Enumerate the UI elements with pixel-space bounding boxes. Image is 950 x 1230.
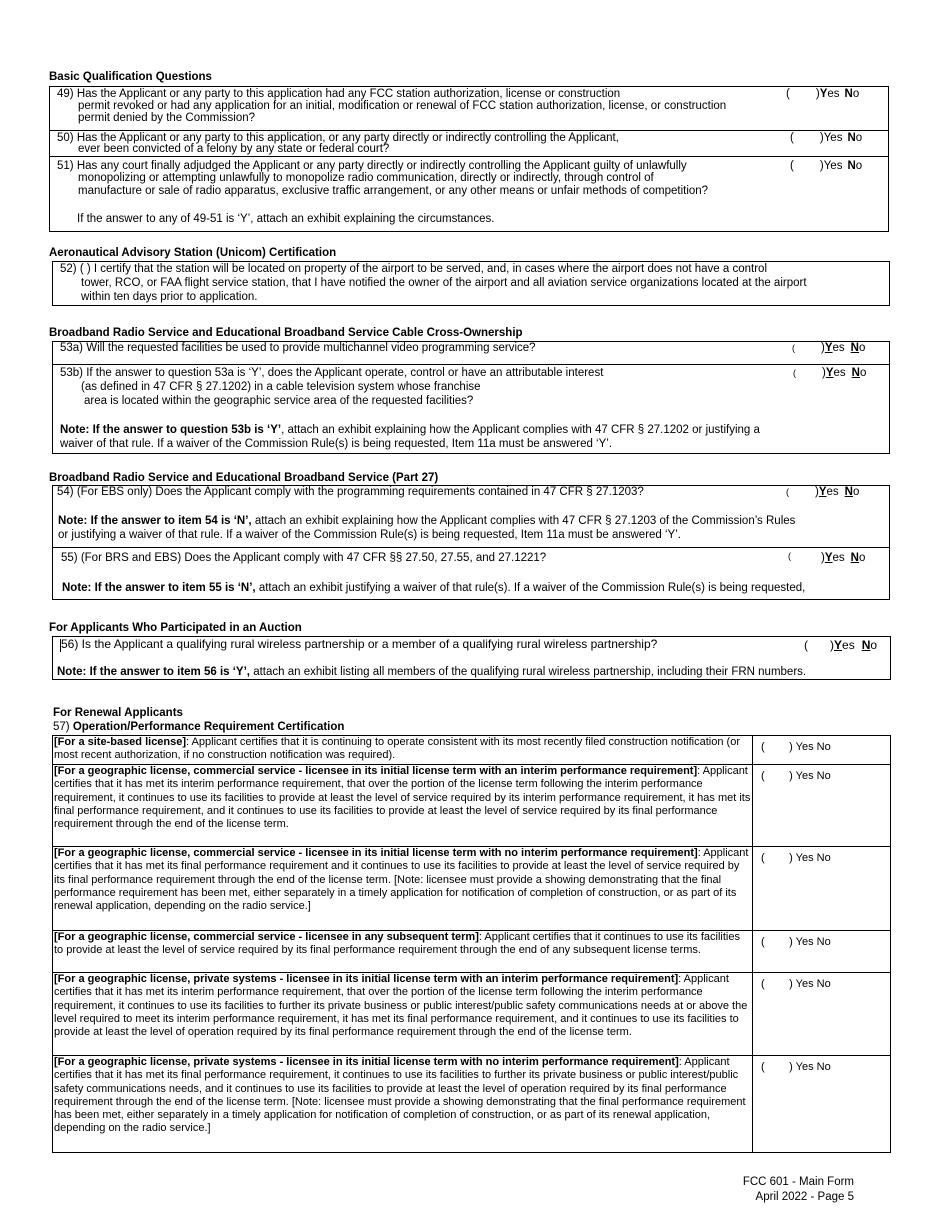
q53b-note — [60, 424, 760, 437]
note-text: attach an exhibit explaining how the Applicant complies with 47 CFR § 27.1203 of the Commission’s Rules — [251, 515, 796, 527]
paren-close: ) — [815, 88, 820, 100]
no-letter: N — [861, 638, 871, 652]
divider — [52, 547, 890, 548]
no-letter: N — [844, 486, 853, 498]
yes-suffix: es — [832, 342, 845, 354]
row-heading: [For a geographic license, commercial service - licensee in its initial license term with an interim performance requirement] — [54, 765, 698, 777]
q53b-line-3: area is located within the geographic service area of the requested facilities? — [84, 395, 474, 407]
row-body: : Applicant certifies that it has met its interim performance requirement, that over the portion of the license term following the interim performance requirement, it continues to use its facilities to further its private business or public interest/public safety communications needs at or above the level required to meet its interim performance requirement, it has met its final performance requirement, and it continues to use its facilities to provide at least the level of operation required by its final performance requirement through the end of the license term. — [54, 973, 748, 1039]
paren-open: ( — [786, 88, 790, 100]
note-bold: Note: If the answer to item 56 is ‘Y’, — [57, 666, 250, 678]
note-text: , attach an exhibit explaining how the Applicant complies with 47 CFR § 27.1202 or justifying a — [281, 424, 760, 436]
q53a-line-1: 53a) Will the requested facilities be used to provide multichannel video programming service? — [60, 342, 536, 354]
q55-line-1: 55) (For BRS and EBS) Does the Applicant comply with 47 CFR §§ 27.50, 27.55, and 27.1221? — [61, 552, 547, 564]
q53b-line-2: (as defined in 47 CFR § 27.1202) in a cable television system whose franchise — [81, 381, 481, 393]
section-title-auction: For Applicants Who Participated in an Auction — [49, 622, 302, 634]
paren-close: ) — [815, 486, 819, 498]
yes-suffix: es — [842, 638, 855, 652]
row-heading: [For a geographic license, commercial service - licensee in any subsequent term] — [54, 931, 479, 943]
row-text — [53, 1056, 753, 1153]
q49-line-3: permit denied by the Commission? — [78, 112, 256, 124]
yes-suffix: es — [833, 367, 846, 379]
note-bold: Note: If the answer to question 53b is ‘Y’ — [60, 424, 282, 436]
row-body: : Applicant certifies that it has met its final performance requirement, it continues to use its facilities to further its private business or public interest/public safety communications needs, and it continues to use its facilities to provide at least the level of operation required by its final performance requirement through the end of the license term. [Note: licensee must provide a showing demonstrating that the final performance requirement has been met, either separately in a timely application for notification of completion of construction, or as part of its renewal application, depending on the radio service.] — [54, 1056, 746, 1135]
no-suffix: o — [870, 638, 878, 652]
row-text — [53, 847, 753, 931]
yes-letter: Y — [819, 88, 828, 100]
note-bold: Note: If the answer to item 54 is ‘N’, — [58, 515, 252, 527]
q52-line-3: within ten days prior to application. — [81, 291, 258, 303]
q56-line-1: 56) Is the Applicant a qualifying rural wireless partnership or a member of a qualifying rural wireless partnership? — [61, 637, 658, 651]
row-body: : Applicant certifies that it is continuing to operate consistent with its most recently filed construction notification (or most recent authorization, if no construction notification was required). — [54, 736, 740, 762]
q55-yes-no[interactable] — [788, 550, 865, 562]
q51-yes-no[interactable] — [790, 160, 862, 172]
paren-close: ) — [819, 132, 824, 144]
q56-note — [57, 666, 806, 679]
yes-letter: Y — [818, 486, 827, 498]
yes-letter: Y — [824, 552, 833, 564]
table-row — [53, 973, 891, 1056]
no-letter: N — [850, 342, 859, 354]
no-suffix: o — [855, 132, 863, 144]
no-suffix: o — [858, 552, 866, 564]
q54-yes-no[interactable] — [786, 486, 859, 498]
paren-open: ( — [790, 132, 794, 144]
q54-note-line-2: or justifying a waiver of that rule. If a waiver of the Commission Rule(s) is being requested, Item 11a must be answered ‘Y’. — [58, 529, 681, 541]
section-title-brs-cable: Broadband Radio Service and Educational Broadband Service Cable Cross-Ownership — [49, 327, 523, 339]
no-letter: N — [850, 552, 859, 564]
paren-close: ) — [822, 367, 826, 379]
no-suffix: o — [855, 160, 863, 172]
paren-close: ) — [821, 342, 825, 354]
no-letter: N — [847, 132, 856, 144]
q51-note: If the answer to any of 49-51 is ‘Y’, attach an exhibit explaining the circumstances. — [77, 213, 495, 225]
yes-label: Yes — [823, 160, 843, 172]
no-suffix: o — [852, 88, 860, 100]
note-text: attach an exhibit listing all members of the qualifying rural wireless partnership, including their FRN numbers. — [250, 666, 807, 678]
q55-note — [62, 582, 805, 595]
row-yes-no[interactable]: ( ) Yes No — [753, 736, 891, 765]
row-heading: [For a geographic license, commercial service - licensee in its initial license term with no interim performance requirement] — [54, 847, 698, 859]
q56-yes-no[interactable] — [804, 638, 877, 652]
yes-letter: Y — [824, 342, 833, 354]
q53b-yes-no[interactable] — [793, 367, 866, 379]
q49-line-1: 49) Has the Applicant or any party to this application had any FCC station authorization, license or construction — [57, 88, 621, 100]
row-text — [53, 736, 753, 765]
yes-label: Yes — [823, 132, 843, 144]
row-text — [53, 973, 753, 1056]
no-letter: N — [851, 367, 860, 379]
row-heading: [For a site-based license] — [54, 736, 187, 748]
no-suffix: o — [858, 342, 866, 354]
divider — [49, 156, 889, 157]
paren-close: ) — [821, 552, 825, 564]
section-title-renewal: For Renewal Applicants — [53, 707, 183, 719]
paren-open: ( — [792, 343, 795, 353]
row-body: : Applicant certifies that it has met its final performance requirement and it continues to use its facilities to provide at least the level of service required by its final performance requirement through the end of the license term. [Note: licensee must provide a showing demonstrating that the final performance requirement has been met, either separately in a timely application for notification of completion of construction, or as part of its renewal application, depending on the radio service.] — [54, 847, 749, 913]
note-text: attach an exhibit justifying a waiver of that rule(s). If a waiver of the Commission Rule(s) is being requested, — [255, 582, 806, 594]
yes-letter: Y — [834, 638, 843, 652]
q53a-yes-no[interactable] — [792, 342, 865, 354]
q52-line-2: tower, RCO, or FAA flight service station, that I have notified the owner of the airport and all aviation service organizations located at the airport — [81, 277, 807, 289]
q50-line-2: ever been convicted of a felony by any state or federal court? — [78, 143, 390, 155]
row-yes-no[interactable]: ( ) Yes No — [753, 931, 891, 973]
no-letter: N — [847, 160, 856, 172]
table-row — [53, 931, 891, 973]
table-row — [53, 1056, 891, 1153]
table-row — [53, 765, 891, 847]
divider — [49, 130, 889, 131]
table-row — [53, 847, 891, 931]
section-title-basic: Basic Qualification Questions — [49, 71, 212, 83]
no-suffix: o — [852, 486, 860, 498]
footer-page-number: April 2022 - Page 5 — [755, 1191, 854, 1203]
paren-open: ( — [804, 638, 808, 652]
q54-line-1: 54) (For EBS only) Does the Applicant comply with the programming requirements contained in 47 CFR § 27.1203? — [57, 486, 644, 498]
row-heading: [For a geographic license, private systems - licensee in its initial license term with no interim performance requirement] — [54, 1056, 679, 1068]
q50-yes-no[interactable] — [790, 132, 862, 144]
q57-title-text: Operation/Performance Requirement Certification — [72, 721, 345, 733]
paren-close: ) — [830, 638, 834, 652]
no-suffix: o — [859, 367, 867, 379]
q51-line-2: monopolizing or attempting unlawfully to monopolize radio communication, directly or indirectly, through control of — [78, 172, 654, 184]
footer-form-name: FCC 601 - Main Form — [742, 1176, 854, 1188]
no-letter: N — [844, 88, 853, 100]
q57-title — [53, 721, 344, 734]
divider — [52, 364, 890, 365]
yes-letter: Y — [825, 367, 834, 379]
paren-open: ( — [793, 368, 796, 378]
q51-line-3: manufacture or sale of radio apparatus, exclusive traffic arrangement, or any other means or unfair methods of competition? — [78, 185, 709, 197]
yes-suffix: es — [827, 88, 840, 100]
yes-suffix: es — [832, 552, 845, 564]
paren-close: ) — [819, 160, 824, 172]
page-footer — [743, 1175, 854, 1205]
section-title-unicom: Aeronautical Advisory Station (Unicom) Certification — [49, 247, 337, 259]
renewal-certification-table — [52, 735, 891, 1153]
q53b-note-line-2: waiver of that rule. If a waiver of the Commission Rule(s) is being requested, Item 11a must be answered ‘Y’. — [60, 438, 613, 450]
paren-open: ( — [786, 487, 789, 497]
row-text — [53, 931, 753, 973]
row-text — [53, 765, 753, 847]
q49-line-2: permit revoked or had any application for an initial, modification or renewal of FCC station authorization, license, or construction — [78, 100, 727, 112]
row-body: : Applicant certifies that it has met its interim performance requirement, that over the portion of the license term following the interim performance requirement, it continues to use its facilities to provide at least the level of service required by its interim performance requirement, it has met its final performance requirement, and it continues to use its facilities to provide at least the level of service required by its final performance requirement through the end of the license term. — [54, 765, 751, 831]
q51-line-1: 51) Has any court finally adjudged the Applicant or any party directly or indirectly controlling the Applicant guilty of unlawfully — [57, 160, 687, 172]
row-yes-no[interactable]: ( ) Yes No — [753, 847, 891, 931]
paren-open: ( — [788, 551, 791, 561]
row-yes-no[interactable]: ( ) Yes No — [753, 1056, 891, 1153]
q50-line-1: 50) Has the Applicant or any party to this application, or any party directly or indirectly controlling the Applicant, — [57, 132, 619, 144]
q54-note — [58, 515, 795, 528]
note-bold: Note: If the answer to item 55 is ‘N’, — [62, 582, 256, 594]
table-row — [53, 736, 891, 765]
row-yes-no[interactable]: ( ) Yes No — [753, 973, 891, 1056]
row-heading: [For a geographic license, private systems - licensee in its initial license term with an interim performance requirement] — [54, 973, 679, 985]
q57-number: 57) — [53, 721, 70, 733]
q49-yes-no[interactable] — [786, 88, 859, 100]
section-title-brs-part27: Broadband Radio Service and Educational Broadband Service (Part 27) — [49, 472, 439, 484]
q52-line-1[interactable]: 52) ( ) I certify that the station will be located on property of the airport to be served, and, in cases where the airport does not have a control — [60, 263, 767, 275]
paren-open: ( — [790, 160, 794, 172]
q53b-line-1: 53b) If the answer to question 53a is ‘Y’, does the Applicant operate, control or have an attributable interest — [60, 367, 604, 379]
row-body: : Applicant certifies that it continues to use its facilities to provide at least the level of service required by its final performance requirement through the end of any subsequent license terms. — [54, 931, 740, 957]
row-yes-no[interactable]: ( ) Yes No — [753, 765, 891, 847]
yes-suffix: es — [826, 486, 839, 498]
